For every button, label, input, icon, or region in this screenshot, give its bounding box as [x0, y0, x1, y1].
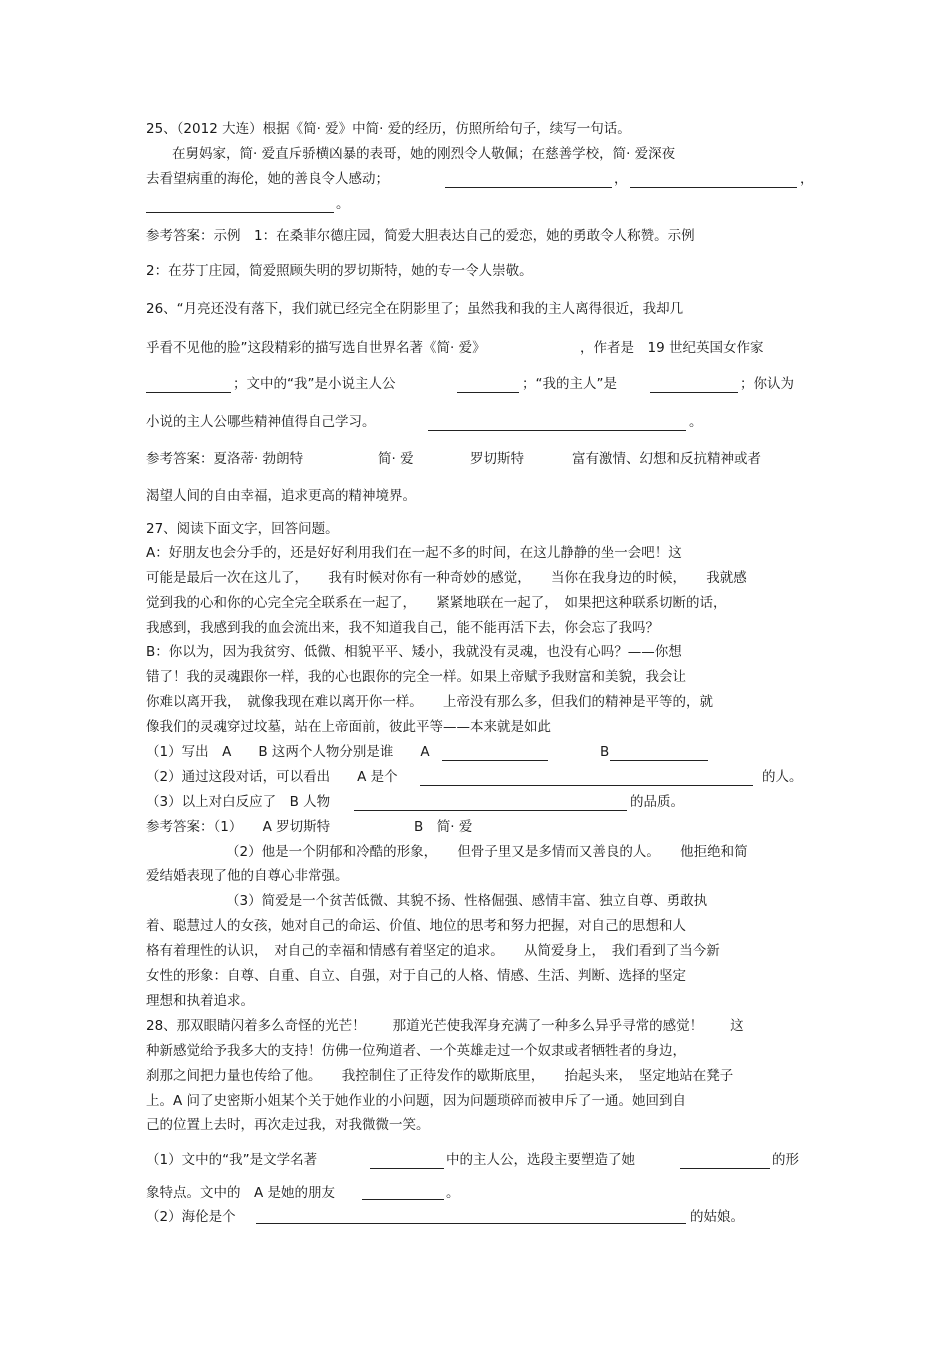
q27-blank-quality[interactable] [354, 810, 627, 811]
q26-answer-d: 富有激情、幻想和反抗精神或者 [572, 451, 761, 467]
q27-text-line: B：你以为，因为我贫穷、低微、相貌平平、矮小，我就没有灵魂，也没有心吗？——你想 [146, 644, 682, 660]
q27-sub1-b: B [600, 744, 610, 760]
q27-blank-a-character[interactable] [420, 785, 753, 786]
q27-answer-3: 格有着理性的认识， 对自己的幸福和情感有着坚定的追求。 从简爱身上， 我们看到了当今新 [146, 943, 720, 959]
q28-sub1c: 的形 [772, 1152, 799, 1168]
q28-text-line: 28、那双眼睛闪着多么奇怪的光芒！ 那道光芒使我浑身充满了一种多么异乎寻常的感觉！ 这 [146, 1018, 744, 1034]
q28-sub1e: 。 [446, 1185, 460, 1201]
q27-text-line: 像我们的灵魂穿过坟墓，站在上帝面前，彼此平等——本来就是如此 [146, 719, 551, 735]
q25-answer: 参考答案：示例 1：在桑菲尔德庄园，简爱大胆表达自己的爱恋，她的勇敢令人称赞。示例 [146, 228, 695, 244]
q25-comma-2: ， [800, 171, 814, 187]
q26-line2b: ，作者是 19 世纪英国女作家 [580, 340, 764, 356]
q27-sub3: （3）以上对白反应了 B 人物 [146, 794, 331, 810]
q27-answer-3: （3）简爱是一个贫苦低微、其貌不扬、性格倔强、感情丰富、独立自尊、勇敢执 [226, 893, 708, 909]
q27-text-line: 我感到，我感到我的血会流出来，我不知道我自己，能不能再活下去，你会忘了我吗？ [146, 620, 659, 636]
q28-blank-friend[interactable] [362, 1199, 444, 1200]
q26-blank-spirit[interactable] [428, 430, 686, 431]
q27-answer-2: 爱结婚表现了他的自尊心非常强。 [146, 868, 349, 884]
q26-line3a: ；文中的“我”是小说主人公 [233, 376, 396, 392]
q28-text-line: 种新感觉给予我多大的支持！仿佛一位殉道者、一个英雄走过一个奴隶或者牺牲者的身边， [146, 1043, 686, 1059]
q26-line3c: ；你认为 [740, 376, 794, 392]
q27-answer-3: 女性的形象：自尊、自重、自立、自强，对于自己的人格、情感、生活、判断、选择的坚定 [146, 968, 686, 984]
q25-example-line1: 在舅妈家，简· 爱直斥骄横凶暴的表哥，她的刚烈令人敬佩；在慈善学校，简· 爱深夜 [172, 146, 676, 162]
q27-text-line: 觉到我的心和你的心完全完全联系在一起了， 紧紧地联在一起了， 如果把这种联系切断的话， [146, 595, 727, 611]
q27-title: 27、阅读下面文字，回答问题。 [146, 521, 339, 537]
q27-answer-1a: 参考答案：（1） A 罗切斯特 [146, 819, 331, 835]
q28-text-line: 上。A 问了史密斯小姐某个关于她作业的小问题，因为问题琐碎而被申斥了一通。她回到自 [146, 1093, 687, 1109]
q26-answer-c: 罗切斯特 [470, 451, 524, 467]
q28-sub1b: 中的主人公，选段主要塑造了她 [446, 1152, 635, 1168]
q27-answer-3: 着、聪慧过人的女孩，她对自己的命运、价值、地位的思考和努力把握，对自己的思想和人 [146, 918, 686, 934]
q27-text-line: 错了！我的灵魂跟你一样，我的心也跟你的完全一样。如果上帝赋予我财富和美貌，我会让 [146, 669, 686, 685]
q28-blank-trait[interactable] [680, 1168, 770, 1169]
q27-text-line: A：好朋友也会分手的，还是好好利用我们在一起不多的时间，在这儿静静的坐一会吧！这 [146, 545, 682, 561]
q26-blank-protagonist[interactable] [457, 392, 519, 393]
q27-answer-1b: B 简· 爱 [414, 819, 473, 835]
q26-answer-b: 简· 爱 [378, 451, 414, 467]
q26-line3b: ；“我的主人”是 [522, 376, 617, 392]
q26-line4-end: 。 [689, 414, 703, 430]
q27-sub2-end: 的人。 [762, 769, 803, 785]
q27-blank-b[interactable] [610, 760, 708, 761]
q28-blank-helen[interactable] [256, 1223, 686, 1224]
q26-prompt: 26、“月亮还没有落下，我们就已经完全在阴影里了；虽然我和我的主人离得很近，我却几 [146, 301, 684, 317]
q27-sub3-end: 的品质。 [630, 794, 684, 810]
q25-example-line2: 去看望病重的海伦，她的善良令人感动； [146, 171, 389, 187]
q27-sub2: （2）通过这段对话，可以看出 A 是个 [146, 769, 398, 785]
q26-answer-line2: 渴望人间的自由幸福，追求更高的精神境界。 [146, 488, 416, 504]
q28-sub1d: 象特点。文中的 A 是她的朋友 [146, 1185, 336, 1201]
q27-text-line: 可能是最后一次在这儿了， 我有时候对你有一种奇妙的感觉， 当你在我身边的时候， 我就感 [146, 570, 747, 586]
q26-line4: 小说的主人公哪些精神值得自己学习。 [146, 414, 376, 430]
q27-sub1: （1）写出 A B 这两个人物分别是谁 A [146, 744, 430, 760]
q27-answer-3: 理想和执着追求。 [146, 993, 254, 1009]
q26-blank-author[interactable] [146, 392, 231, 393]
q26-blank-master[interactable] [650, 392, 738, 393]
q28-sub1a: （1）文中的“我”是文学名著 [146, 1152, 318, 1168]
q27-text-line: 你难以离开我， 就像我现在难以离开你一样。 上帝没有那么多，但我们的精神是平等的，就 [146, 694, 713, 710]
q28-sub2: （2）海伦是个 [146, 1209, 236, 1225]
q27-answer-2: （2）他是一个阴郁和冷酷的形象， 但骨子里又是多情而又善良的人。 他拒绝和简 [226, 844, 748, 860]
q26-answer-a: 参考答案：夏洛蒂· 勃朗特 [146, 451, 304, 467]
q25-comma: ， [614, 171, 628, 187]
q28-text-line: 刹那之间把力量也传给了他。 我控制住了正待发作的歇斯底里， 抬起头来， 坚定地站在凳子 [146, 1068, 734, 1084]
q25-prompt: 25、（2012 大连）根据《简· 爱》中简· 爱的经历，仿照所给句子，续写一句话。 [146, 121, 631, 137]
q25-blank-1[interactable] [445, 187, 612, 188]
q25-blank-2[interactable] [630, 187, 797, 188]
q25-period: 。 [336, 196, 350, 212]
q28-blank-book[interactable] [370, 1168, 444, 1169]
q28-sub2-end: 的姑娘。 [690, 1209, 744, 1225]
q27-blank-a[interactable] [442, 760, 548, 761]
q25-answer-line2: 2：在芬丁庄园，简爱照顾失明的罗切斯特，她的专一令人崇敬。 [146, 263, 533, 279]
q26-line2a: 乎看不见他的脸”这段精彩的描写选自世界名著《简· 爱》 [146, 340, 486, 356]
q25-blank-3[interactable] [146, 212, 334, 213]
q28-text-line: 己的位置上去时，再次走过我，对我微微一笑。 [146, 1117, 430, 1133]
